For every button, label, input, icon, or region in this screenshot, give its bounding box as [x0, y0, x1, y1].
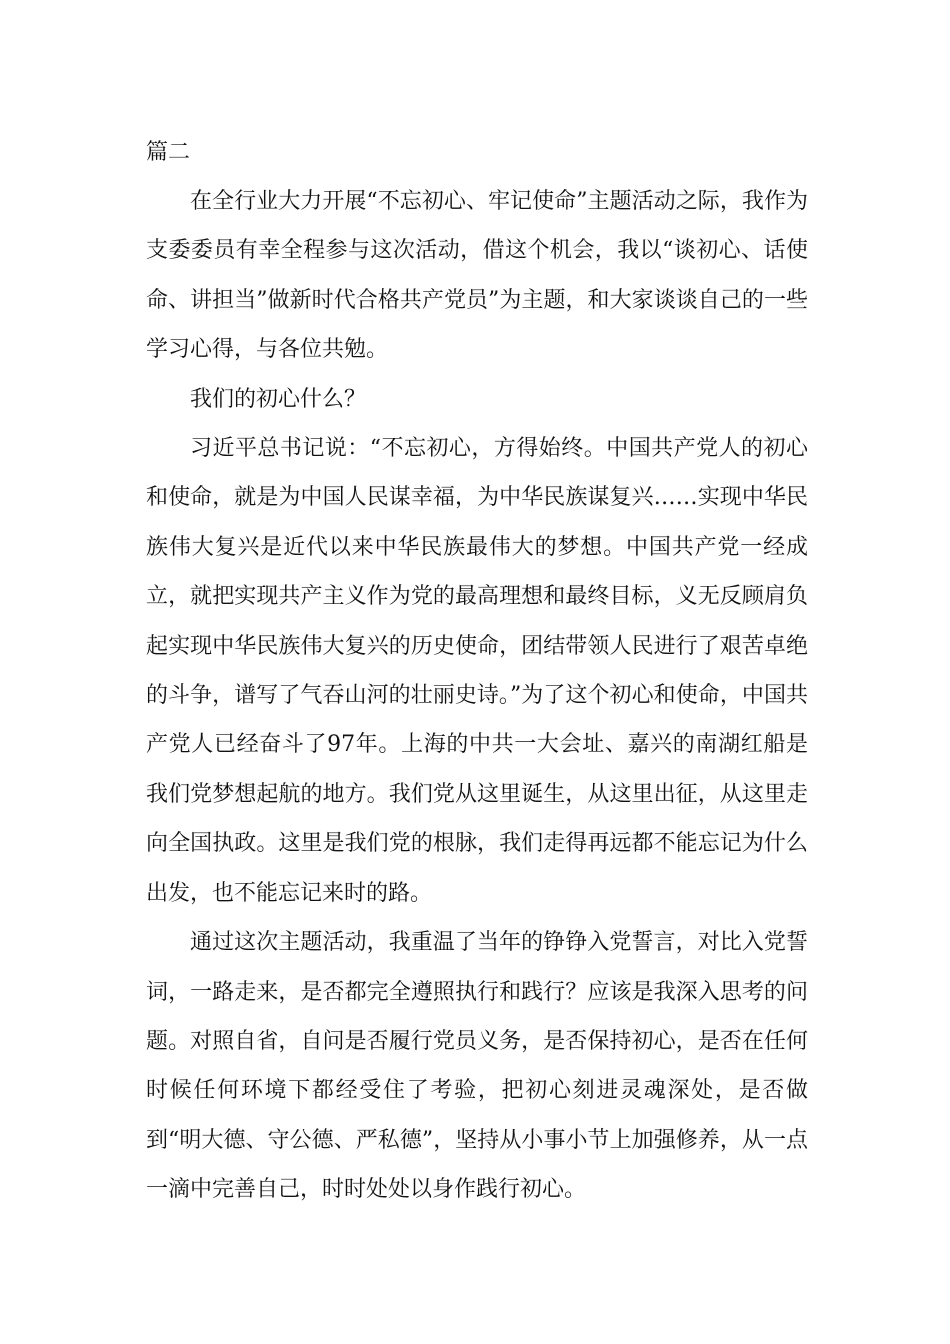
paragraph-quote: 习近平总书记说：“不忘初心，方得始终。中国共产党人的初心和使命，就是为中国人民谋幸福，为中华民族谋复兴……实现中华民族伟大复兴是近代以来中华民族最伟大的梦想。中国共产党一经成立，就把实现共产主义作为党的最高理想和最终目标，义无反顾肩负起实现中华民族伟大复兴的历史使命，团结带领人民进行了艰苦卓绝的斗争，谱写了气吞山河的壮丽史诗。”为了这个初心和使命，中国共产党人已经奋斗了97年。上海的中共一大会址、嘉兴的南湖红船是我们党梦想起航的地方。我们党从这里诞生，从这里出征，从这里走向全国执政。这里是我们党的根脉，我们走得再远都不能忘记为什么出发，也不能忘记来时的路。	[146, 436, 808, 906]
document-body	[146, 128, 808, 1215]
paragraph-reflection: 通过这次主题活动，我重温了当年的铮铮入党誓言，对比入党誓词，一路走来，是否都完全遵照执行和践行？应该是我深入思考的问题。对照自省，自问是否履行党员义务，是否保持初心，是否在任何时候任何环境下都经受住了考验，把初心刻进灵魂深处，是否做到“明大德、守公德、严私德”，坚持从小事小节上加强修养，从一点一滴中完善自己，时时处处以身作践行初心。	[146, 930, 808, 1203]
paragraph-question: 我们的初心什么？	[190, 386, 367, 412]
section-heading: 篇二	[146, 140, 191, 165]
paragraph-intro: 在全行业大力开展“不忘初心、牢记使命”主题活动之际，我作为支委委员有幸全程参与这次活动，借这个机会，我以“谈初心、话使命、讲担当”做新时代合格共产党员”为主题，和大家谈谈自己的一些学习心得，与各位共勉。	[146, 189, 808, 363]
